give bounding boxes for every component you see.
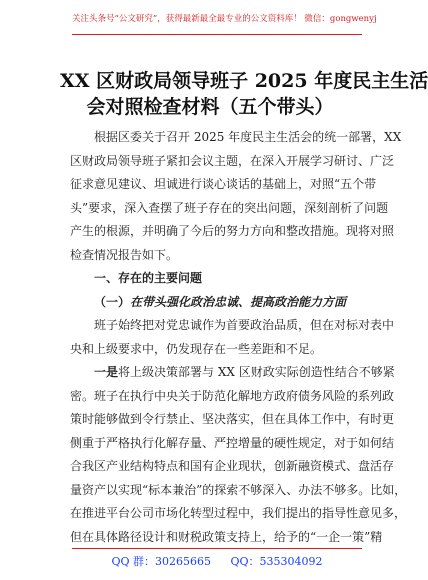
title-line-2: 会对照检查材料（五个带头） bbox=[86, 96, 334, 118]
paragraph-line: 量资产以实现“标本兼治”的探索不够深入、办法不够多。比如， bbox=[70, 482, 407, 497]
footer-qq: QQ：535304092 bbox=[230, 555, 323, 568]
paragraph-line: 央和上级要求中，仍发现存在一些差距和不足。 bbox=[70, 341, 323, 356]
subsection-title: 在带头强化政治忠诚、提高政治能力方面 bbox=[130, 294, 347, 309]
header-banner: 关注头条号“公文研究”，获得最新最全最专业的公文资料库！ 微信：gongwenyj bbox=[72, 14, 377, 24]
point-text: 将上级决策部署与 XX 区财政实际创造性结合不够紧 bbox=[118, 365, 395, 379]
subsection-number: （一） bbox=[94, 294, 131, 309]
paragraph-line: 但在具体路径设计和财税政策支持上，给予的“一企一策”精 bbox=[70, 529, 383, 544]
paragraph-line: 产生的根源，并明确了今后的努力方向和整改措施。现将对照 bbox=[70, 224, 395, 238]
paragraph-line bbox=[70, 361, 395, 385]
paragraph-line: 根据区委关于召开 2025 年度民主生活会的统一部署，XX bbox=[94, 130, 402, 144]
footer-qq-group: QQ 群：30265665 bbox=[111, 555, 211, 568]
paragraph-line: 侧重于严格执行化解存量、严控增量的硬性规定，对于如何结 bbox=[70, 435, 395, 450]
paragraph-line: 策时能够做到令行禁止、坚决落实，但在具体工作中，有时更 bbox=[70, 412, 395, 426]
document-title bbox=[60, 68, 428, 120]
paragraph-line: 班子始终把对党忠诚作为首要政治品质，但在对标对表中 bbox=[94, 318, 395, 332]
paragraph-line: 征求意见建议、坦诚进行谈心谈话的基础上，对照“五个带 bbox=[70, 177, 377, 191]
paragraph-line: 密。班子在执行中央关于防范化解地方政府债务风险的系列政 bbox=[70, 388, 395, 403]
paragraph-line: 合我区产业结构特点和国有企业现状，创新融资模式、盘活存 bbox=[70, 459, 395, 473]
paragraph-line: 检查情况报告如下。 bbox=[70, 247, 179, 262]
footer-bar bbox=[72, 548, 362, 573]
paragraph-line: 区财政局领导班子紧扣会议主题，在深入开展学习研讨、广泛 bbox=[70, 153, 395, 168]
header-divider bbox=[72, 34, 362, 35]
paragraph-line: 头”要求，深入查摆了班子存在的突出问题，深刻剖析了问题 bbox=[70, 200, 389, 215]
point-lead: 一是 bbox=[94, 365, 119, 379]
paragraph-line: 在推进平台公司市场化转型过程中，我们提出的指导性意见多， bbox=[70, 506, 407, 520]
section-heading: 一、存在的主要问题 bbox=[94, 271, 203, 285]
subsection-heading bbox=[70, 291, 366, 315]
document-body bbox=[70, 126, 407, 549]
title-line-1: XX 区财政局领导班子 2025 年度民主生活 bbox=[60, 70, 428, 92]
